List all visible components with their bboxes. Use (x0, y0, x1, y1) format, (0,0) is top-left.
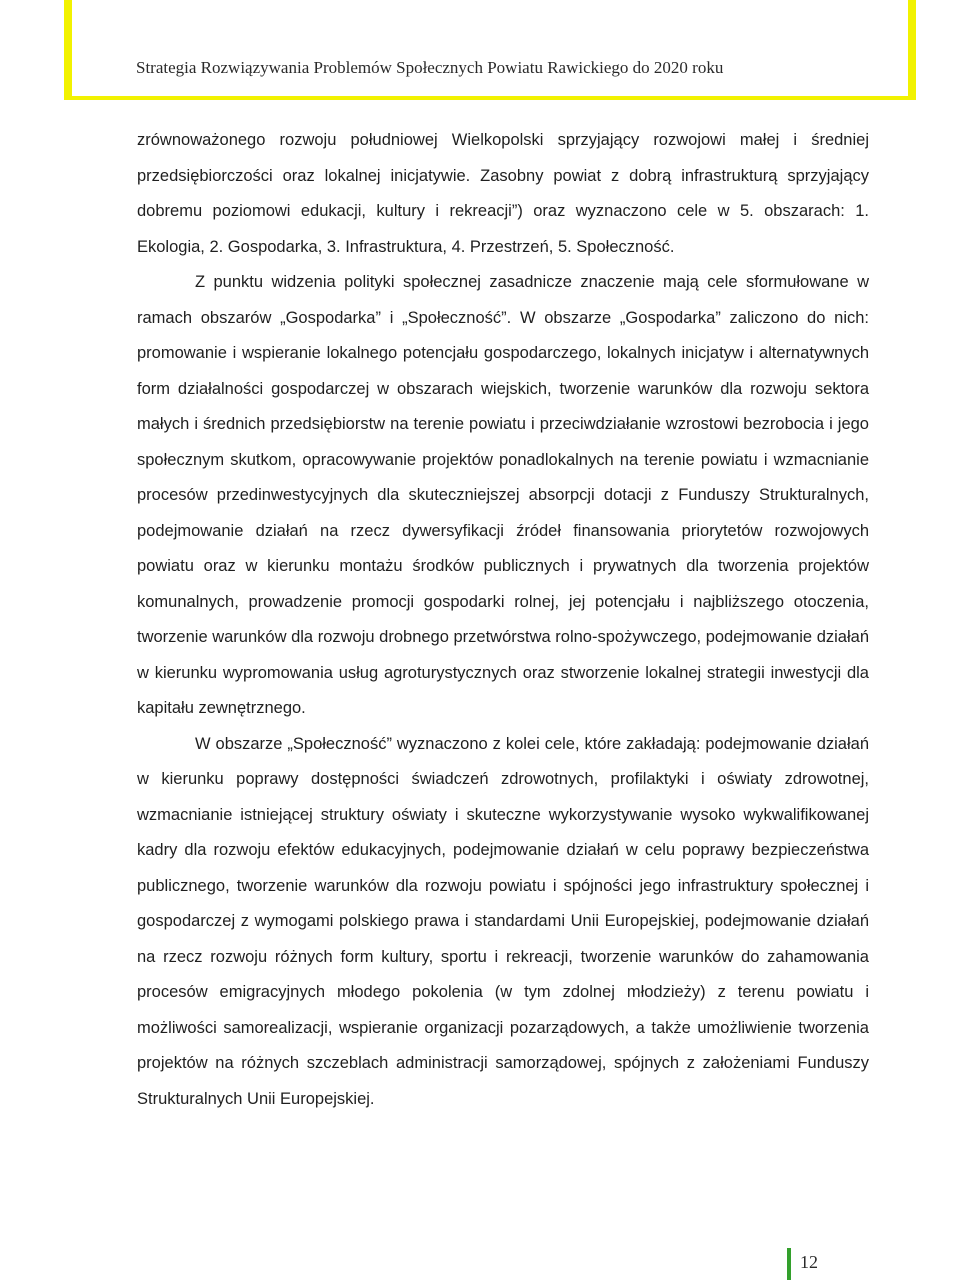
running-header-title: Strategia Rozwiązywania Problemów Społecznych Powiatu Rawickiego do 2020 roku (136, 58, 724, 77)
header-left-accent-bar (64, 0, 72, 100)
paragraph-continued: zrównoważonego rozwoju południowej Wielkopolski sprzyjający rozwojowi małej i średniej przedsiębiorczości oraz lokalnej inicjatywie. Zasobny powiat z dobrą infrastrukturą sprzyjający dobremu poziomowi edukacji, kultury i rekreacji”) oraz wyznaczono cele w 5. obszarach: 1. Ekologia, 2. Gospodarka, 3. Infrastruktura, 4. Przestrzeń, 5. Społeczność. (137, 131, 869, 256)
document-body (137, 123, 869, 1117)
page-number-marker (787, 1248, 791, 1280)
paragraph-spolecznosc: W obszarze „Społeczność” wyznaczono z kolei cele, które zakładają: podejmowanie działań w kierunku poprawy dostępności świadczeń zdrowotnych, profilaktyki i oświaty zdrowotnej, wzmacnianie istniejącej struktury oświaty i skuteczne wykorzystywanie wysoko wykwalifikowanej kadry dla rozwoju efektów edukacyjnych, podejmowanie działań w celu poprawy bezpieczeństwa publicznego, tworzenie warunków dla rozwoju powiatu i spójności jego infrastruktury społecznej i gospodarczej z wymogami polskiego prawa i standardami Unii Europejskiej, podejmowanie działań na rzecz rozwoju różnych form kultury, sportu i rekreacji, tworzenie warunków do zahamowania procesów emigracyjnych młodego pokolenia (w tym zdolnej młodzieży) z terenu powiatu i możliwości samorealizacji, wspieranie organizacji pozarządowych, a także umożliwienie tworzenia projektów na różnych szczeblach administracji samorządowej, spójnych z założeniami Funduszy Strukturalnych Unii Europejskiej. (137, 734, 869, 1108)
header-right-accent-bar (908, 0, 916, 100)
page-number: 12 (800, 1252, 818, 1272)
header-divider (64, 96, 916, 100)
paragraph-gospodarka: Z punktu widzenia polityki społecznej zasadnicze znaczenie mają cele sformułowane w ramach obszarów „Gospodarka” i „Społeczność”. W obszarze „Gospodarka” zaliczono do nich: promowanie i wspieranie lokalnego potencjału gospodarczego, lokalnych inicjatyw i alternatywnych form działalności gospodarczej w obszarach wiejskich, tworzenie warunków dla rozwoju sektora małych i średnich przedsiębiorstw na terenie powiatu i przeciwdziałanie wzrostowi bezrobocia i jego społecznym skutkom, opracowywanie projektów ponadlokalnych na terenie powiatu i wzmacnianie procesów przedinwestycyjnych dla skuteczniejszej absorpcji dotacji z Funduszy Strukturalnych, podejmowanie działań na rzecz dywersyfikacji źródeł finansowania priorytetów rozwojowych powiatu oraz w kierunku montażu środków publicznych i prywatnych dla tworzenia projektów komunalnych, prowadzenie promocji gospodarki rolnej, jej potencjału i najbliższego otoczenia, tworzenie warunków dla rozwoju drobnego przetwórstwa rolno-spożywczego, podejmowanie działań w kierunku wypromowania usług agroturystycznych oraz stworzenie lokalnej strategii inwestycji dla kapitału zewnętrznego. (137, 273, 869, 717)
